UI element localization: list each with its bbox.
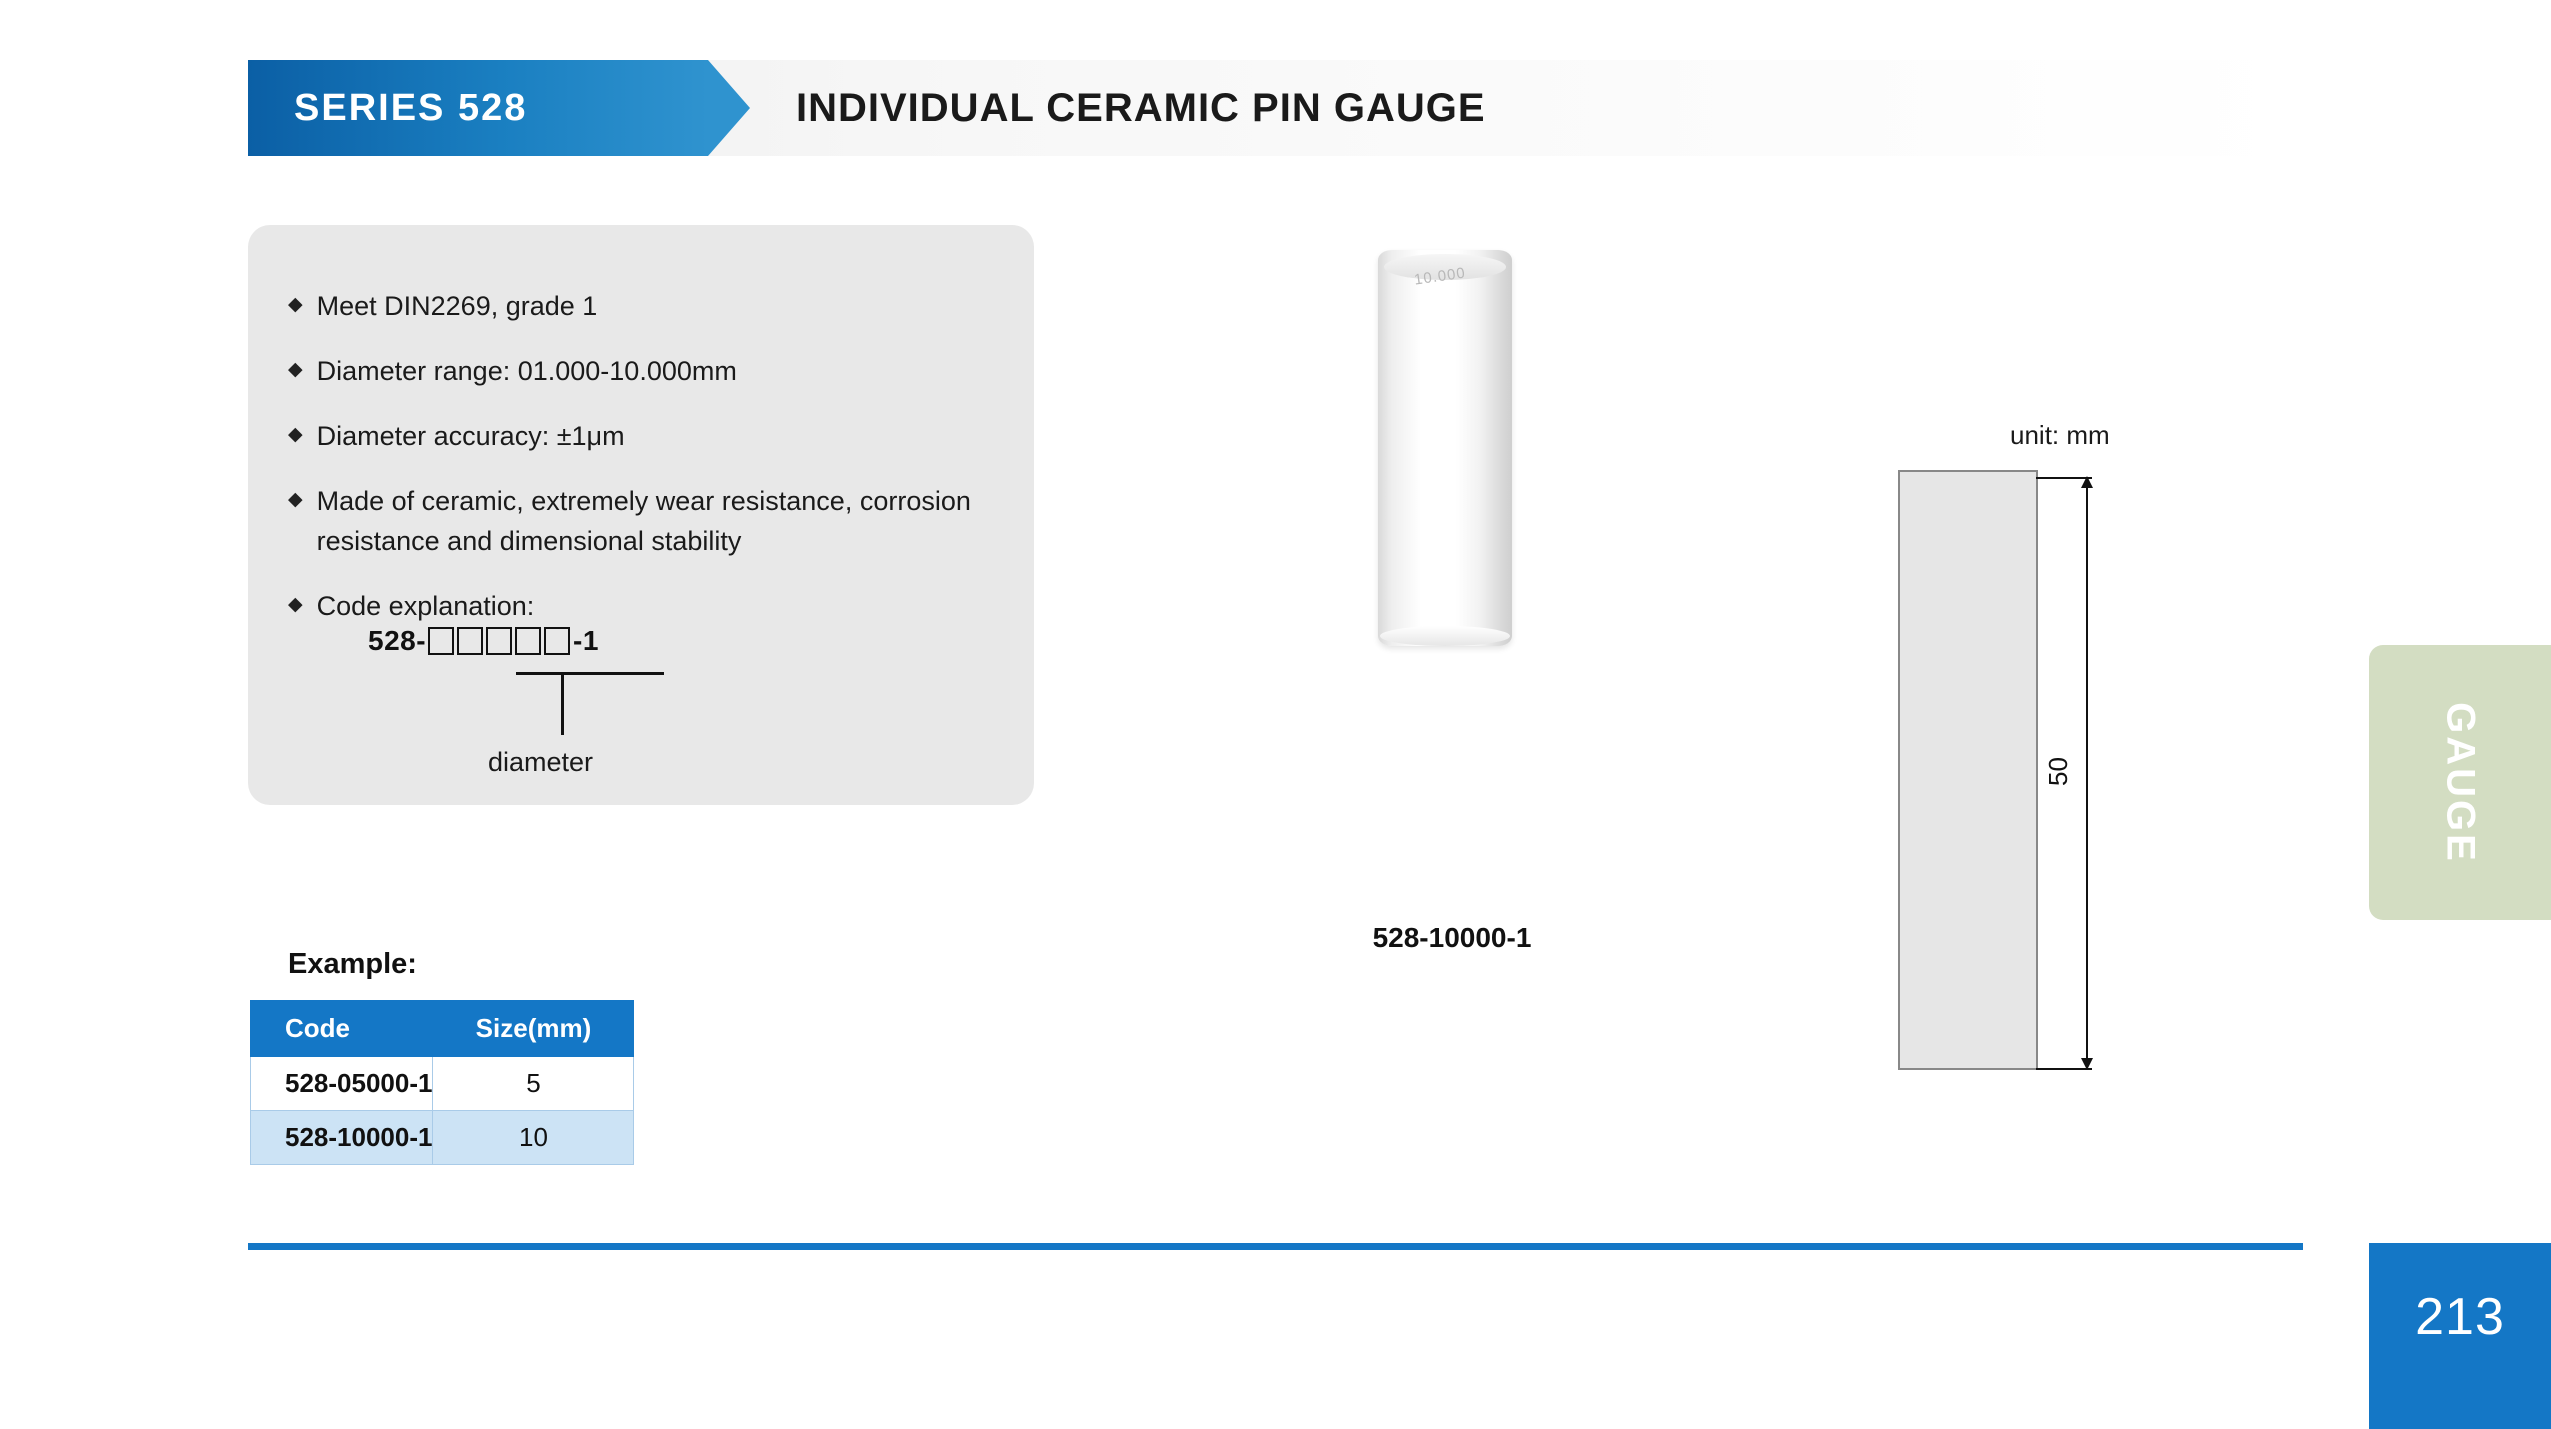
cell-size: 10 (433, 1111, 634, 1165)
example-table (250, 1000, 634, 1165)
list-item (288, 287, 998, 326)
dimension-arrow-down-icon (2081, 1058, 2093, 1070)
table-row (251, 1111, 634, 1165)
code-box (457, 627, 483, 655)
technical-drawing-body (1898, 470, 2038, 1070)
cell-code: 528-05000-1 (251, 1057, 433, 1111)
product-caption: 528-10000-1 (1372, 922, 1532, 953)
list-item (288, 587, 998, 626)
code-prefix: 528- (368, 625, 427, 656)
features-list (288, 287, 998, 652)
dimension-line (2086, 478, 2088, 1068)
page-number: 213 (2415, 1288, 2505, 1346)
code-pattern (368, 625, 968, 657)
code-box (544, 627, 570, 655)
ceramic-pin-gauge-image (1378, 250, 1512, 646)
code-box (515, 627, 541, 655)
code-box (486, 627, 512, 655)
page-number-container (2369, 1243, 2551, 1429)
column-header-code: Code (251, 1001, 433, 1057)
code-box (428, 627, 454, 655)
list-item (288, 417, 998, 456)
list-item (288, 482, 998, 560)
table-header-row (251, 1001, 634, 1057)
code-explanation (368, 625, 968, 777)
page-title: INDIVIDUAL CERAMIC PIN GAUGE (796, 85, 1486, 130)
code-underline (516, 672, 664, 675)
code-callout-label: diameter (488, 747, 594, 777)
cell-code: 528-10000-1 (251, 1111, 433, 1165)
dimension-arrow-up-icon (2081, 476, 2093, 488)
feature-text: Diameter range: 01.000-10.000mm (316, 356, 737, 387)
pin-bottom-face (1380, 626, 1510, 646)
code-callout-line (561, 675, 564, 735)
list-item (288, 352, 998, 391)
dimension-value: 50 (2042, 757, 2073, 786)
page-header (248, 60, 2298, 156)
code-suffix: -1 (573, 625, 599, 656)
diamond-bullet-icon: ◆ (288, 424, 303, 446)
feature-text: Code explanation: (316, 590, 535, 621)
product-photo (1378, 238, 1518, 648)
footer-divider (248, 1243, 2303, 1250)
feature-text: Diameter accuracy: ±1μm (316, 421, 625, 452)
features-panel (248, 225, 1034, 805)
example-heading: Example: (288, 948, 417, 980)
feature-text: Meet DIN2269, grade 1 (316, 291, 598, 321)
diamond-bullet-icon: ◆ (288, 593, 303, 615)
unit-label: unit: mm (2010, 420, 2110, 450)
pin-engraving-text: 10.000 (1413, 264, 1467, 289)
table-row (251, 1057, 634, 1111)
diamond-bullet-icon: ◆ (288, 294, 303, 315)
cell-size: 5 (433, 1057, 634, 1111)
section-tab-label: GAUGE (2438, 701, 2483, 864)
series-tag-arrow-icon (708, 60, 750, 156)
series-label: SERIES 528 (294, 86, 528, 129)
diamond-bullet-icon: ◆ (288, 489, 303, 511)
code-placeholder-boxes (428, 627, 571, 655)
column-header-size: Size(mm) (433, 1001, 634, 1057)
diamond-bullet-icon: ◆ (288, 359, 303, 381)
feature-text: Made of ceramic, extremely wear resistance, corrosion resistance and dimensional stability (316, 486, 971, 556)
section-tab-gauge (2369, 645, 2551, 920)
series-tag (248, 60, 708, 156)
